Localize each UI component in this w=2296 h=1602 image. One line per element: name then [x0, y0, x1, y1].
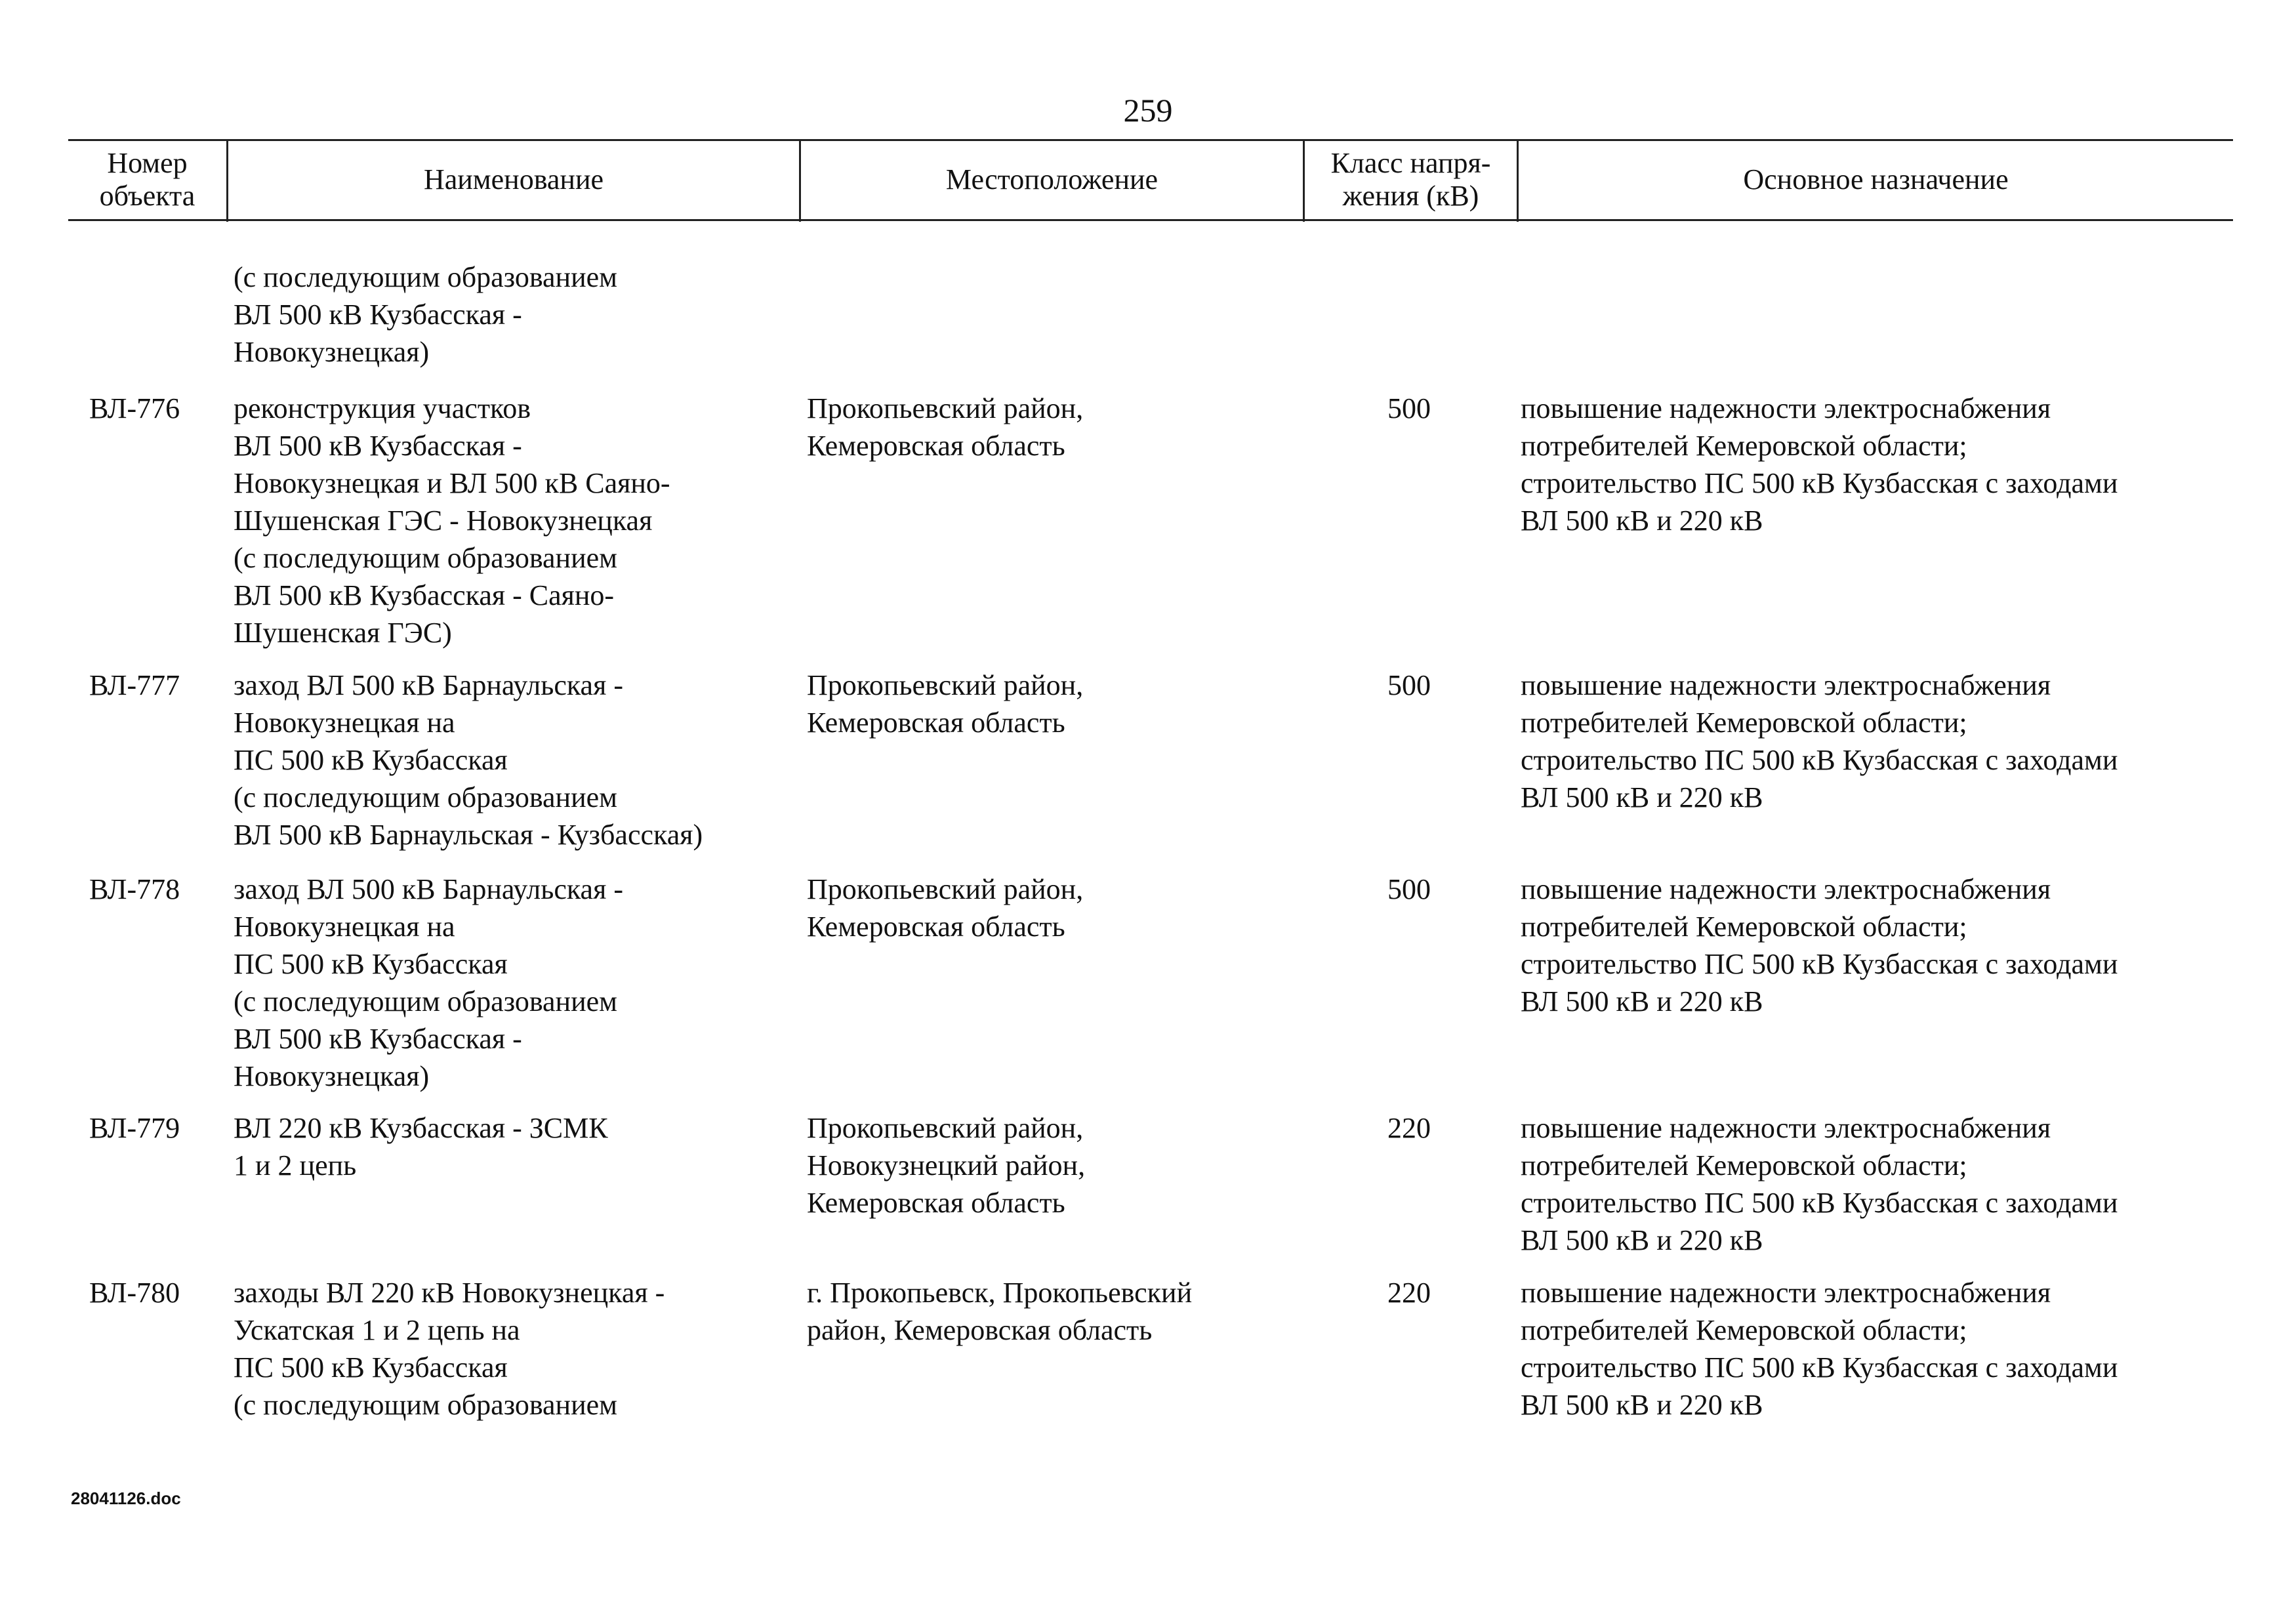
object-location: Прокопьевский район, Новокузнецкий район, Кемеровская область: [807, 1112, 1086, 1219]
object-purpose: повышение надежности электроснабжения потребителей Кемеровской области; строительство ПС 500 кВ Кузбасская с заходами ВЛ 500 кВ и 220 кВ: [1521, 1112, 2118, 1256]
object-voltage: 500: [1387, 669, 1431, 701]
footer-filename: 28041126.doc: [71, 1489, 181, 1508]
object-voltage: 220: [1387, 1277, 1431, 1309]
object-location: г. Прокопьевск, Прокопьевский район, Кемеровская область: [807, 1277, 1193, 1346]
object-purpose: повышение надежности электроснабжения потребителей Кемеровской области; строительство ПС 500 кВ Кузбасская с заходами ВЛ 500 кВ и 220 кВ: [1521, 669, 2118, 813]
object-location: Прокопьевский район, Кемеровская область: [807, 669, 1084, 739]
object-name: заход ВЛ 500 кВ Барнаульская - Новокузнецкая на ПС 500 кВ Кузбасская (с последующим образованием ВЛ 500 кВ Барнаульская - Кузбасская): [234, 669, 703, 851]
header-name: Наименование: [423, 163, 604, 195]
object-number: ВЛ-777: [89, 669, 180, 701]
object-name: ВЛ 220 кВ Кузбасская - ЗСМК 1 и 2 цепь: [234, 1112, 608, 1181]
object-location: Прокопьевский район, Кемеровская область: [807, 392, 1084, 462]
header-number: Номер объекта: [99, 147, 195, 212]
object-number: ВЛ-776: [89, 392, 180, 424]
continuation-name: (с последующим образованием ВЛ 500 кВ Кузбасская - Новокузнецкая): [234, 261, 618, 368]
object-number: ВЛ-779: [89, 1112, 180, 1144]
object-voltage: 500: [1387, 873, 1431, 905]
object-name: заходы ВЛ 220 кВ Новокузнецкая - Ускатская 1 и 2 цепь на ПС 500 кВ Кузбасская (с последующим образованием: [234, 1277, 665, 1421]
object-location: Прокопьевский район, Кемеровская область: [807, 873, 1084, 943]
object-number: ВЛ-780: [89, 1277, 180, 1309]
object-number: ВЛ-778: [89, 873, 180, 905]
object-voltage: 500: [1387, 392, 1431, 424]
object-purpose: повышение надежности электроснабжения потребителей Кемеровской области; строительство ПС 500 кВ Кузбасская с заходами ВЛ 500 кВ и 220 кВ: [1521, 873, 2118, 1017]
header-location: Местоположение: [945, 163, 1158, 195]
object-name: реконструкция участков ВЛ 500 кВ Кузбасская - Новокузнецкая и ВЛ 500 кВ Саяно- Шушенская ГЭС - Новокузнецкая (с последующим образованием ВЛ 500 кВ Кузбасская - Саяно- Шушенская ГЭС): [234, 392, 670, 649]
header-purpose: Основное назначение: [1743, 163, 2009, 195]
page-number: 259: [1123, 92, 1173, 129]
object-purpose: повышение надежности электроснабжения потребителей Кемеровской области; строительство ПС 500 кВ Кузбасская с заходами ВЛ 500 кВ и 220 кВ: [1521, 1277, 2118, 1421]
object-name: заход ВЛ 500 кВ Барнаульская - Новокузнецкая на ПС 500 кВ Кузбасская (с последующим образованием ВЛ 500 кВ Кузбасская - Новокузнецкая): [234, 873, 623, 1092]
header-voltage: Класс напря- жения (кВ): [1330, 147, 1491, 212]
object-voltage: 220: [1387, 1112, 1431, 1144]
object-purpose: повышение надежности электроснабжения потребителей Кемеровской области; строительство ПС 500 кВ Кузбасская с заходами ВЛ 500 кВ и 220 кВ: [1521, 392, 2118, 537]
